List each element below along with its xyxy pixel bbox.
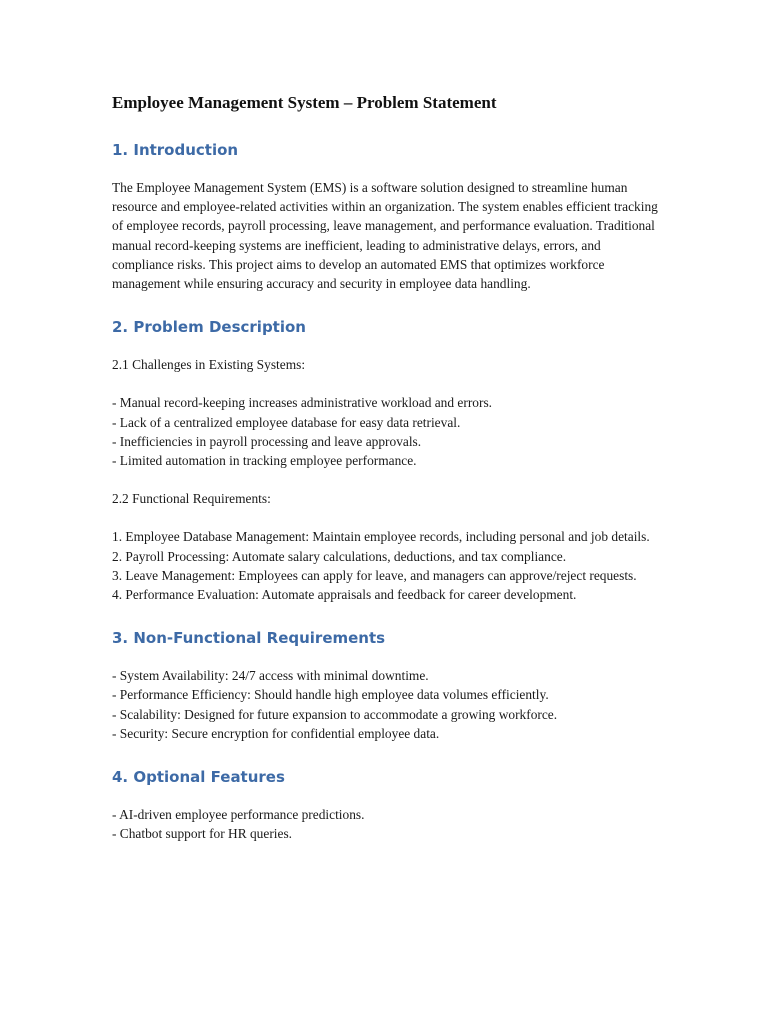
subsection-label-functional-requirements: 2.2 Functional Requirements:	[112, 491, 271, 507]
list-item: 1. Employee Database Management: Maintain employee records, including personal and job details.	[112, 529, 650, 545]
section-problem-description	[112, 317, 660, 604]
functional-requirements-list	[112, 527, 660, 604]
section-heading-problem-description: 2. Problem Description	[112, 318, 306, 337]
section-optional-features	[112, 767, 660, 843]
section-introduction	[112, 140, 660, 293]
optional-features-list	[112, 805, 660, 843]
list-item: 3. Leave Management: Employees can apply for leave, and managers can approve/reject requests.	[112, 567, 637, 583]
list-item: - Performance Efficiency: Should handle high employee data volumes efficiently.	[112, 687, 549, 703]
list-item: - Manual record-keeping increases administrative workload and errors.	[112, 395, 492, 411]
list-item: - AI-driven employee performance predictions.	[112, 807, 365, 823]
list-item: - Scalability: Designed for future expansion to accommodate a growing workforce.	[112, 706, 558, 722]
list-item: 4. Performance Evaluation: Automate appraisals and feedback for career development.	[112, 587, 577, 603]
challenges-list	[112, 393, 660, 470]
introduction-paragraph: The Employee Management System (EMS) is a software solution designed to streamline human resource and employee-related activities within an organization. The system enables efficient tracking of employee records, payroll processing, leave management, and performance evaluation. Traditional manual record-keeping systems are inefficient, leading to administrative delays, errors, and compliance risks. This project aims to develop an automated EMS that optimizes workforce management while ensuring accuracy and security in employee data handling.	[112, 180, 658, 292]
section-heading-introduction: 1. Introduction	[112, 141, 239, 159]
list-item: - Limited automation in tracking employee performance.	[112, 453, 417, 469]
non-functional-requirements-list	[112, 666, 660, 743]
section-heading-non-functional-requirements: 3. Non-Functional Requirements	[112, 629, 386, 648]
list-item: 2. Payroll Processing: Automate salary calculations, deductions, and tax compliance.	[112, 548, 567, 564]
list-item: - Chatbot support for HR queries.	[112, 826, 293, 842]
list-item: - Security: Secure encryption for confidential employee data.	[112, 725, 440, 741]
document-page	[112, 92, 660, 862]
list-item: - Inefficiencies in payroll processing and leave approvals.	[112, 433, 422, 449]
list-item: - Lack of a centralized employee database for easy data retrieval.	[112, 414, 461, 430]
list-item: - System Availability: 24/7 access with minimal downtime.	[112, 668, 429, 684]
section-heading-optional-features: 4. Optional Features	[112, 768, 285, 787]
subsection-label-challenges: 2.1 Challenges in Existing Systems:	[112, 357, 306, 373]
document-title: Employee Management System – Problem Statement	[112, 93, 497, 112]
section-non-functional-requirements	[112, 628, 660, 743]
